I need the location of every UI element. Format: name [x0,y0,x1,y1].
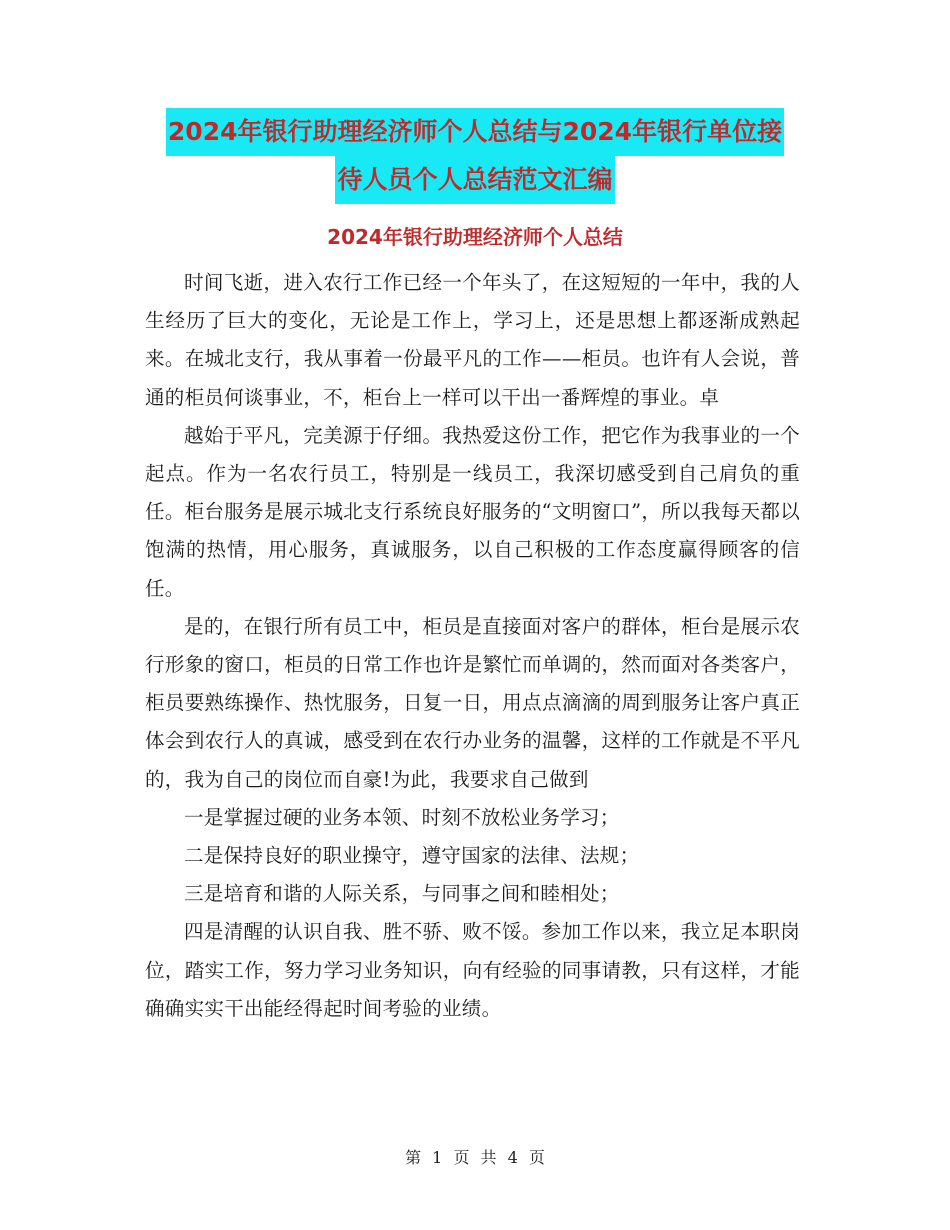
paragraph: 四是清醒的认识自我、胜不骄、败不馁。参加工作以来，我立足本职岗位，踏实工作，努力学习业务知识，向有经验的同事请教，只有这样，才能确确实实干出能经得起时间考验的业绩。 [145,920,800,1020]
document-title-line1: 2024年银行助理经济师个人总结与2024年银行单位接 [166,108,784,156]
page-footer: 第 1 页 共 4 页 [405,1148,545,1167]
paragraph: 是的，在银行所有员工中，柜员是直接面对客户的群体，柜台是展示农行形象的窗口，柜员的日常工作也许是繁忙而单调的，然而面对各类客户，柜员要熟练操作、热忱服务，日复一日，用点点滴滴的周到服务让客户真正体会到农行人的真诚，感受到在农行办业务的温馨，这样的工作就是不平凡的，我为自己的岗位而自豪!为此，我要求自己做到 [145,614,800,791]
paragraph: 三是培育和谐的人际关系，与同事之间和睦相处； [184,882,620,906]
paragraph: 时间飞逝，进入农行工作已经一个年头了，在这短短的一年中，我的人生经历了巨大的变化，无论是工作上，学习上，还是思想上都逐渐成熟起来。在城北支行，我从事着一份最平凡的工作——柜员。也许有人会说，普通的柜员何谈事业，不，柜台上一样可以干出一番辉煌的事业。卓 [145,271,800,409]
document-title-line2: 待人员个人总结范文汇编 [335,156,614,204]
document-title [0,108,950,204]
section-title: 2024年银行助理经济师个人总结 [327,225,623,249]
document-body [145,264,800,1028]
paragraph: 一是掌握过硬的业务本领、时刻不放松业务学习； [184,805,620,829]
paragraph: 二是保持良好的职业操守，遵守国家的法律、法规； [184,844,640,868]
paragraph: 越始于平凡，完美源于仔细。我热爱这份工作，把它作为我事业的一个起点。作为一名农行员工，特别是一线员工，我深切感受到自己肩负的重任。柜台服务是展示城北支行系统良好服务的“文明窗口”，所以我每天都以饱满的热情，用心服务，真诚服务，以自己积极的工作态度赢得顾客的信任。 [145,423,800,600]
